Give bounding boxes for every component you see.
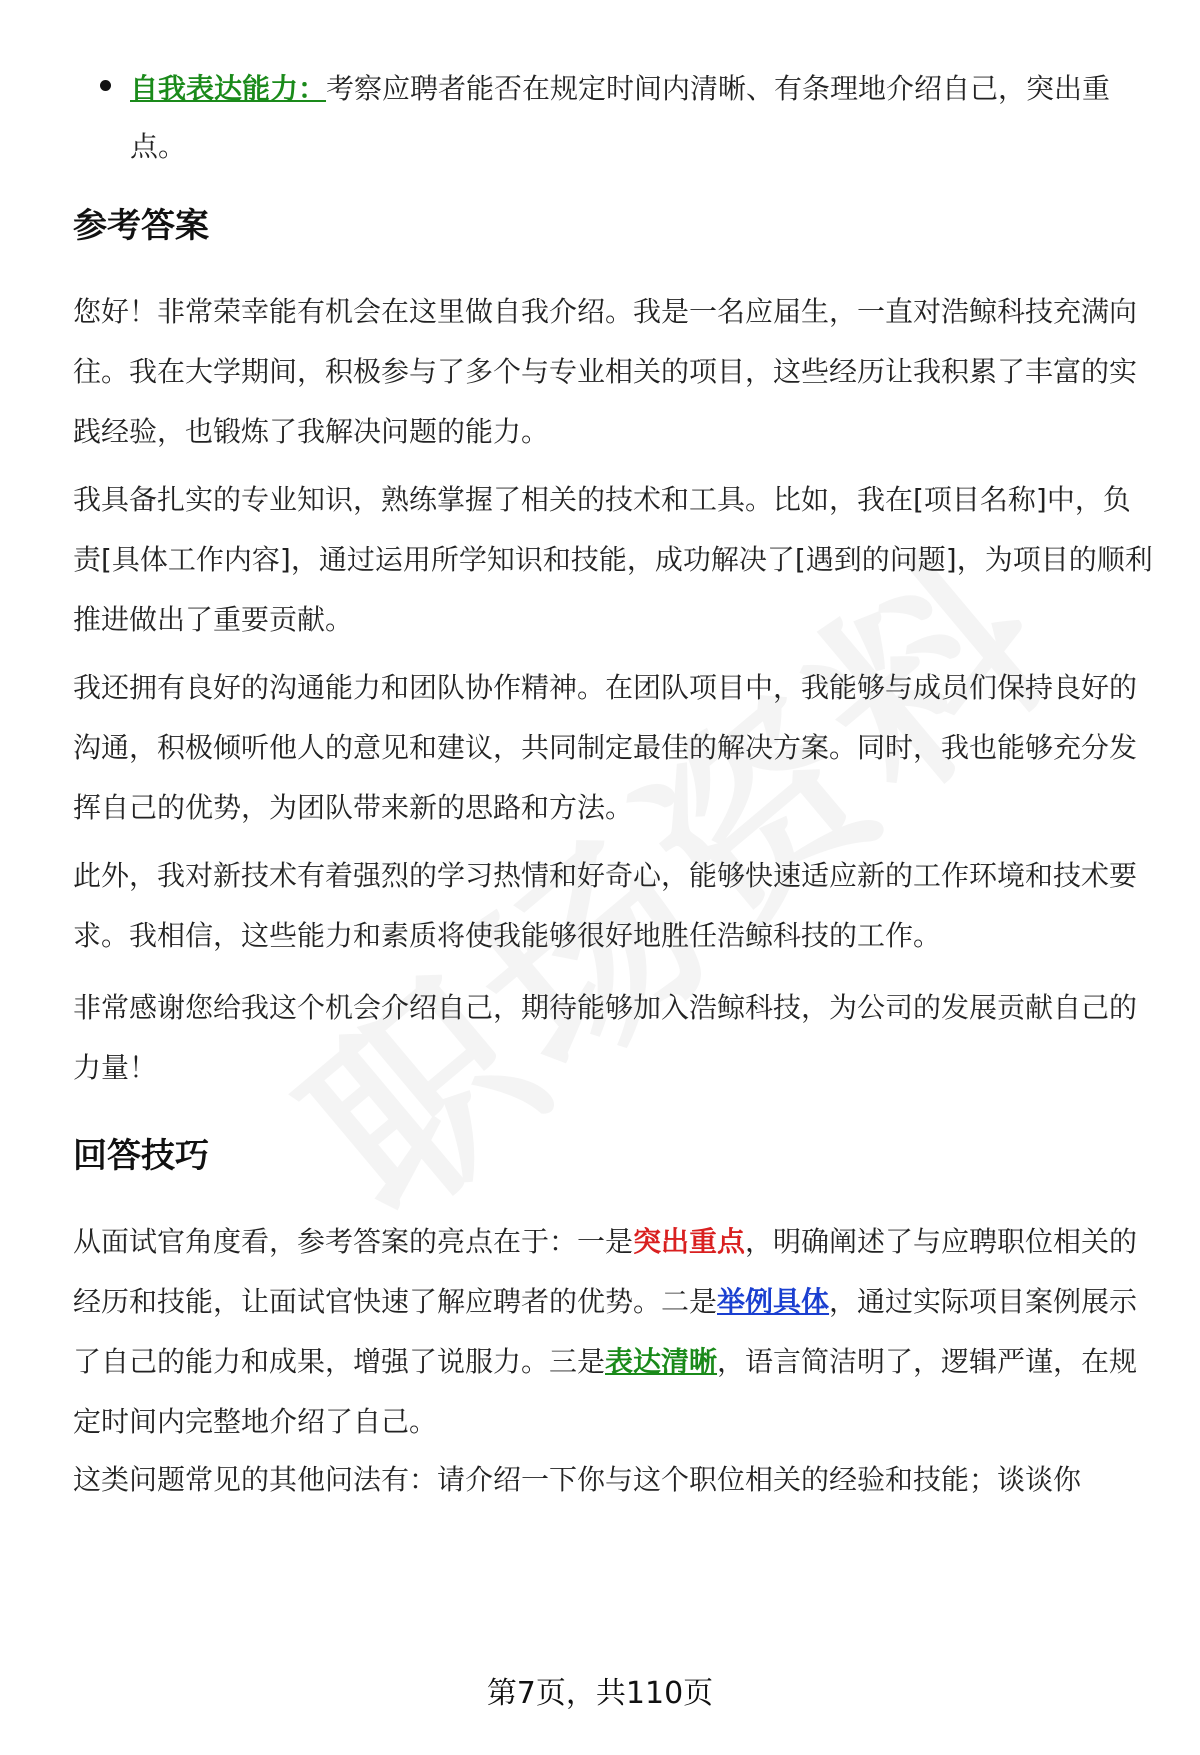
tips-text-3: ，通过实际项目案例展示了自己的能力和成果，增强了说服力。三是: [73, 1285, 1138, 1378]
tips-text-4: ，语言简洁明了，逻辑严谨，在规定时间内完整地介绍了自己。: [73, 1345, 1138, 1438]
answer-paragraph-1: 您好！非常荣幸能有机会在这里做自我介绍。我是一名应届生，一直对浩鲸科技充满向往。我在大学期间，积极参与了多个与专业相关的项目，这些经历让我积累了丰富的实践经验，也锻炼了我解决问题的能力。: [73, 295, 1138, 448]
other-questions-paragraph: 这类问题常见的其他问法有：请介绍一下你与这个职位相关的经验和技能；谈谈你: [73, 1463, 1082, 1496]
answer-paragraph-2: 我具备扎实的专业知识，熟练掌握了相关的技术和工具。比如，我在[项目名称]中，负责[具体工作内容]，通过运用所学知识和技能，成功解决了[遇到的问题]，为项目的顺利推进做出了重要贡献。: [73, 483, 1153, 636]
page-number-footer: 第7页，共110页: [486, 1676, 714, 1711]
highlight-examples: 举例具体: [717, 1285, 830, 1318]
highlight-focus: 突出重点: [633, 1225, 746, 1258]
answer-paragraph-3: 我还拥有良好的沟通能力和团队协作精神。在团队项目中，我能够与成员们保持良好的沟通，积极倾听他人的意见和建议，共同制定最佳的解决方案。同时，我也能够充分发挥自己的优势，为团队带来新的思路和方法。: [73, 671, 1138, 824]
bullet-keyword: 自我表达能力：: [130, 72, 327, 105]
answer-paragraph-4: 此外，我对新技术有着强烈的学习热情和好奇心，能够快速适应新的工作环境和技术要求。我相信，这些能力和素质将使我能够很好地胜任浩鲸科技的工作。: [73, 859, 1138, 952]
highlight-clarity: 表达清晰: [605, 1345, 718, 1378]
tips-text-2: ，明确阐述了与应聘职位相关的经历和技能，让面试官快速了解应聘者的优势。二是: [73, 1225, 1138, 1318]
bullet-text: [130, 60, 1150, 176]
bullet-description: 考察应聘者能否在规定时间内清晰、有条理地介绍自己，突出重点。: [130, 72, 1111, 163]
section-title-answer-tips: 回答技巧: [73, 1136, 209, 1176]
tips-text-1: 从面试官角度看，参考答案的亮点在于：一是: [73, 1225, 634, 1258]
bullet-dot-icon: [100, 80, 111, 91]
tips-paragraph: [73, 1212, 1158, 1452]
section-title-reference-answer: 参考答案: [73, 206, 209, 246]
answer-paragraph-5: 非常感谢您给我这个机会介绍自己，期待能够加入浩鲸科技，为公司的发展贡献自己的力量！: [73, 991, 1138, 1084]
bullet-item: [100, 60, 1150, 176]
